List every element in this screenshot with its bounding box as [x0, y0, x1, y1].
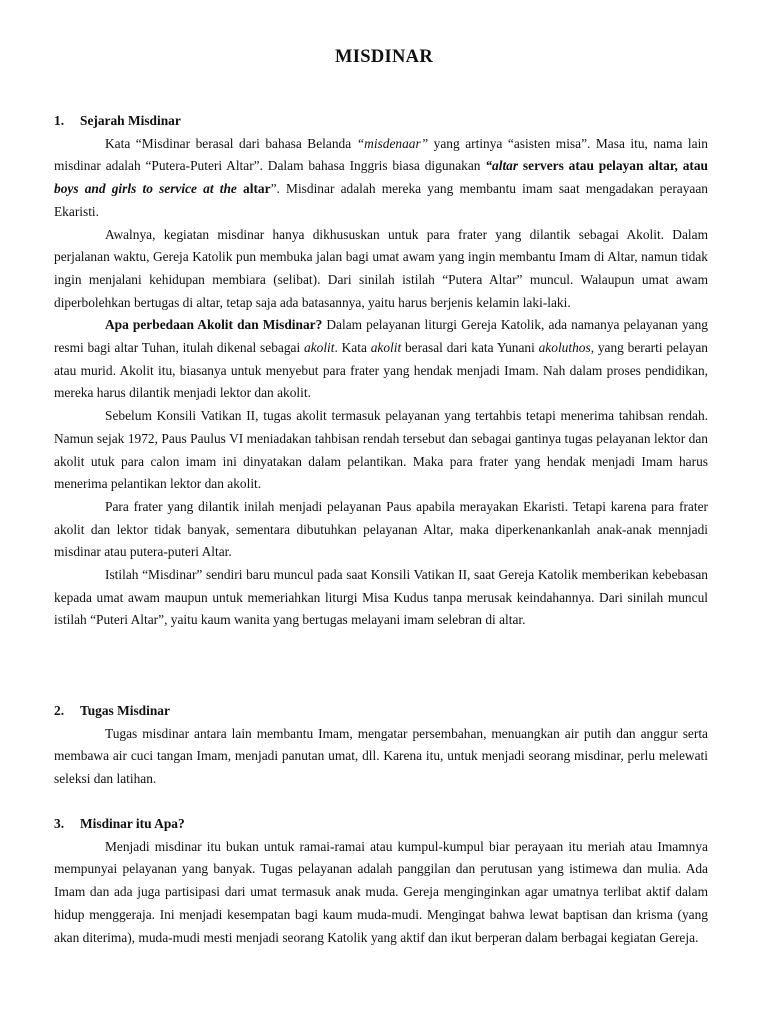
section-number: 1. — [54, 113, 65, 128]
italic-term: akolit — [304, 340, 335, 356]
paragraph: Awalnya, kegiatan misdinar hanya dikhususkan untuk para frater yang dilantik sebagai Akolit. Dalam perjalanan waktu, Gereja Katolik pun membuka jalan bagi umat awam yang ingin membantu Imam di Altar, namun tidak ingin menjalani kehidupan membiara (selibat). Dari sinilah istilah “Putera Altar” muncul. Walaupun umat awam diperbolehkan bertugas di altar, tetap saja ada batasannya, yaitu harus berjenis kelamin laki-laki. — [54, 226, 708, 310]
section-heading — [54, 813, 708, 836]
section-number: 3. — [54, 816, 65, 831]
paragraph — [54, 133, 708, 224]
section-title: Misdinar itu Apa? — [80, 816, 185, 831]
text-run: , yang berarti pelayan atau murid. Akolit itu, biasanya untuk menyebut para frater yang hendak menjadi Imam. Nah dalam proses pendidikan, mereka harus dilantik menjadi lektor dan akolit. — [54, 340, 708, 401]
italic-term: “misdenaar” — [356, 135, 429, 151]
text-run: Kata “Misdinar berasal dari bahasa Belanda — [105, 135, 357, 151]
section-sejarah-misdinar — [54, 110, 708, 632]
section-heading — [54, 700, 708, 723]
text-run: Dalam pelayanan liturgi Gereja Katolik, ada namanya pelayanan yang resmi bagi altar Tuhan, itulah dikenal sebagai — [54, 317, 708, 356]
section-misdinar-itu-apa — [54, 813, 708, 949]
italic-term: akoluthos — [538, 340, 591, 356]
section-tugas-misdinar — [54, 700, 708, 791]
bold-question: Apa perbedaan Akolit dan Misdinar? — [105, 317, 323, 333]
italic-term: akolit — [370, 340, 402, 356]
bold-italic-term: “altar — [485, 158, 519, 174]
paragraph: Istilah “Misdinar” sendiri baru muncul pada saat Konsili Vatikan II, saat Gereja Katolik memberikan kebebasan kepada umat awam maupun untuk memeriahkan liturgi Misa Kudus tanpa merusak keindahannya. Dari sinilah muncul istilah “Puteri Altar”, yaitu kaum wanita yang bertugas melayani imam selebran di altar. — [54, 567, 708, 628]
text-run: berasal dari kata Yunani — [401, 340, 539, 356]
paragraph: Menjadi misdinar itu bukan untuk ramai-ramai atau kumpul-kumpul biar perayaan itu meriah atau Imamnya mempunyai pelayanan yang banyak. Tugas pelayanan adalah panggilan dan perutusan yang istimewa dan mulia. Ada Imam dan ada juga partisipasi dari umat termasuk anak muda. Gereja menginginkan agar umatnya terlibat aktif dalam hidup menggeraja. Ini menjadi kesempatan bagi kaum muda-mudi. Mengingat bahwa lewat baptisan dan krisma (yang akan diterima), muda-mudi mesti menjadi seorang Katolik yang aktif dan ikut berperan dalam berbagai kegiatan Gereja. — [54, 838, 708, 945]
bold-term: altar — [236, 181, 271, 197]
bold-term: servers atau pelayan altar, atau — [518, 158, 709, 174]
section-title: Tugas Misdinar — [80, 703, 170, 718]
text-run: yang artinya “asisten misa”. Masa itu, nama lain misdinar adalah “Putera-Puteri Altar”. Dalam bahasa Inggris biasa digunakan — [54, 135, 708, 174]
text-run: . Kata — [334, 340, 371, 356]
bold-italic-term: boys and girls to service at the — [54, 181, 237, 197]
document-title: MISDINAR — [335, 47, 433, 67]
paragraph — [54, 314, 708, 405]
section-title: Sejarah Misdinar — [80, 113, 181, 128]
section-number: 2. — [54, 703, 65, 718]
section-heading — [54, 110, 708, 133]
text-run: ”. Misdinar adalah mereka yang membantu imam saat mengadakan perayaan Ekaristi. — [54, 181, 709, 219]
paragraph: Sebelum Konsili Vatikan II, tugas akolit termasuk pelayanan yang tertahbis tetapi menerima tahibsan rendah. Namun sejak 1972, Paus Paulus VI meniadakan tahbisan rendah tersebut dan sebagai gantinya tugas pelayanan lektor dan akolit utuk para calon imam ini dinyatakan dalam pelantikan. Maka para frater yang hendak menjadi Imam harus menerima pelantikan lektor dan akolit. — [54, 408, 708, 492]
paragraph: Tugas misdinar antara lain membantu Imam, mengatar persembahan, menuangkan air putih dan anggur serta membawa air cuci tangan Imam, menjadi panutan umat, dll. Karena itu, untuk menjadi seorang misdinar, perlu melewati seleksi dan latihan. — [54, 725, 708, 787]
paragraph: Para frater yang dilantik inilah menjadi pelayanan Paus apabila merayakan Ekaristi. Tetapi karena para frater akolit dan lektor tidak banyak, sementara dibutuhkan pelayanan Altar, maka diperkenankanlah anak-anak mennjadi misdinar atau putera-puteri Altar. — [54, 498, 708, 560]
